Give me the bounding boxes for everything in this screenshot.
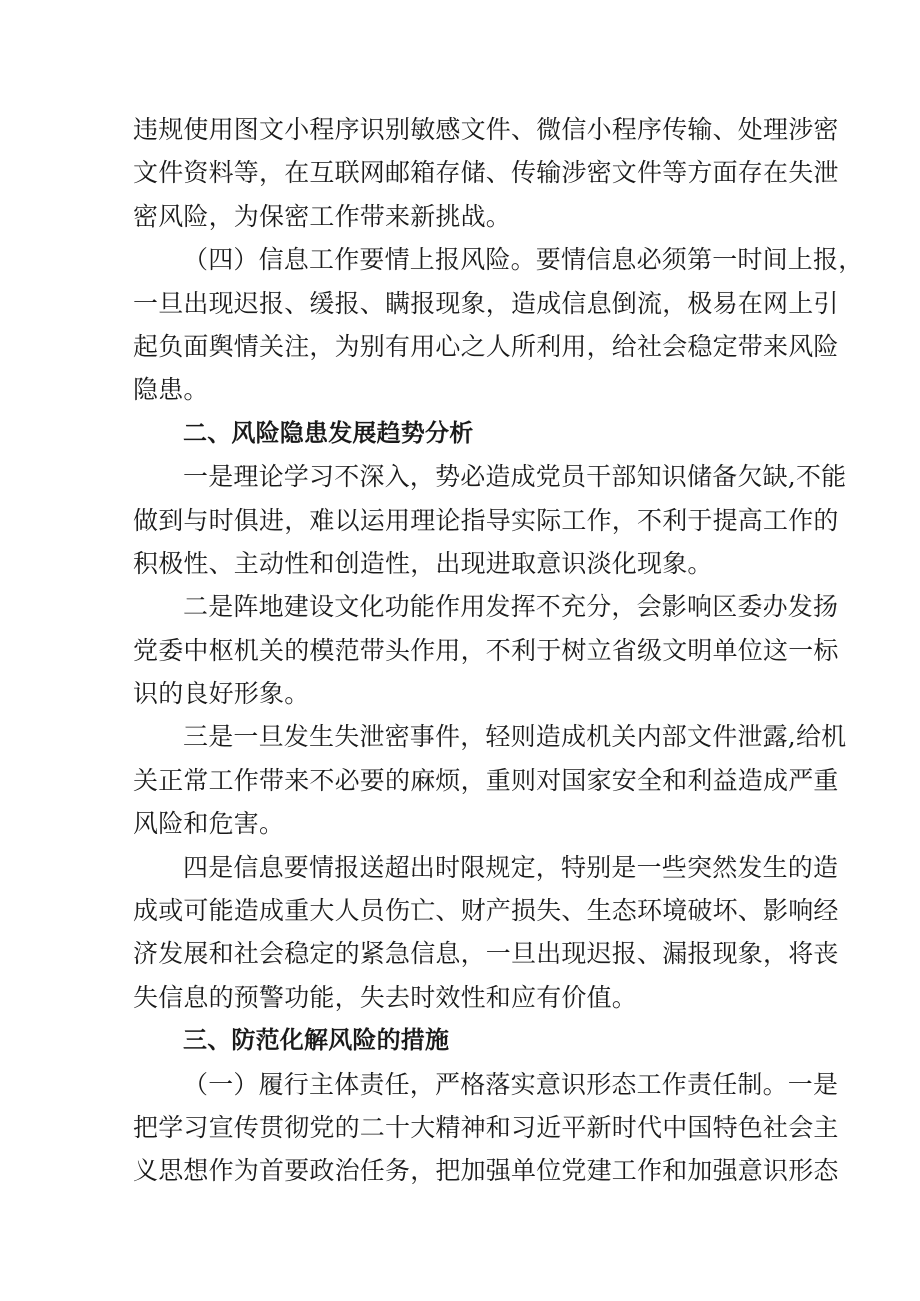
text-line: 义思想作为首要政治任务，把加强单位党建工作和加强意识形态	[133, 1156, 839, 1186]
text-line: 隐患。	[133, 375, 209, 405]
text-line: 一旦出现迟报、缓报、瞒报现象，造成信息倒流，极易在网上引	[133, 288, 839, 318]
text-line: 把学习宣传贯彻党的二十大精神和习近平新时代中国特色社会主	[133, 1112, 839, 1142]
text-line: 做到与时俱进，难以运用理论指导实际工作，不利于提高工作的	[133, 505, 839, 535]
text-line: 风险和危害。	[133, 809, 285, 839]
text-line: （四）信息工作要情上报风险。要情信息必须第一时间上报，	[183, 245, 864, 275]
text-line: 党委中枢机关的模范带头作用，不利于树立省级文明单位这一标	[133, 635, 839, 665]
text-line: 关正常工作带来不必要的麻烦，重则对国家安全和利益造成严重	[133, 765, 839, 795]
text-line: 积极性、主动性和创造性，出现进取意识淡化现象。	[133, 548, 713, 578]
text-line: （一）履行主体责任，严格落实意识形态工作责任制。一是	[183, 1069, 839, 1099]
text-line: 成或可能造成重大人员伤亡、财产损失、生态环境破坏、影响经	[133, 896, 839, 926]
section-heading: 二、风险隐患发展趋势分析	[183, 418, 474, 447]
text-line: 一是理论学习不深入，势必造成党员干部知识储备欠缺,不能	[183, 462, 847, 492]
text-line: 密风险，为保密工作带来新挑战。	[133, 201, 512, 231]
text-line: 违规使用图文小程序识别敏感文件、微信小程序传输、处理涉密	[133, 115, 839, 144]
section-heading: 三、防范化解风险的措施	[183, 1026, 450, 1055]
text-line: 二是阵地建设文化功能作用发挥不充分，会影响区委办发扬	[183, 592, 839, 622]
text-line: 起负面舆情关注，为别有用心之人所利用，给社会稳定带来风险	[133, 331, 839, 361]
text-line: 济发展和社会稳定的紧急信息，一旦出现迟报、漏报现象，将丧	[133, 939, 839, 969]
text-line: 文件资料等，在互联网邮箱存储、传输涉密文件等方面存在失泄	[133, 158, 839, 188]
text-line: 三是一旦发生失泄密事件，轻则造成机关内部文件泄露,给机	[183, 722, 847, 752]
text-line: 四是信息要情报送超出时限规定，特别是一些突然发生的造	[183, 852, 839, 882]
text-line: 失信息的预警功能，失去时效性和应有价值。	[133, 982, 638, 1012]
text-line: 识的良好形象。	[133, 679, 310, 709]
